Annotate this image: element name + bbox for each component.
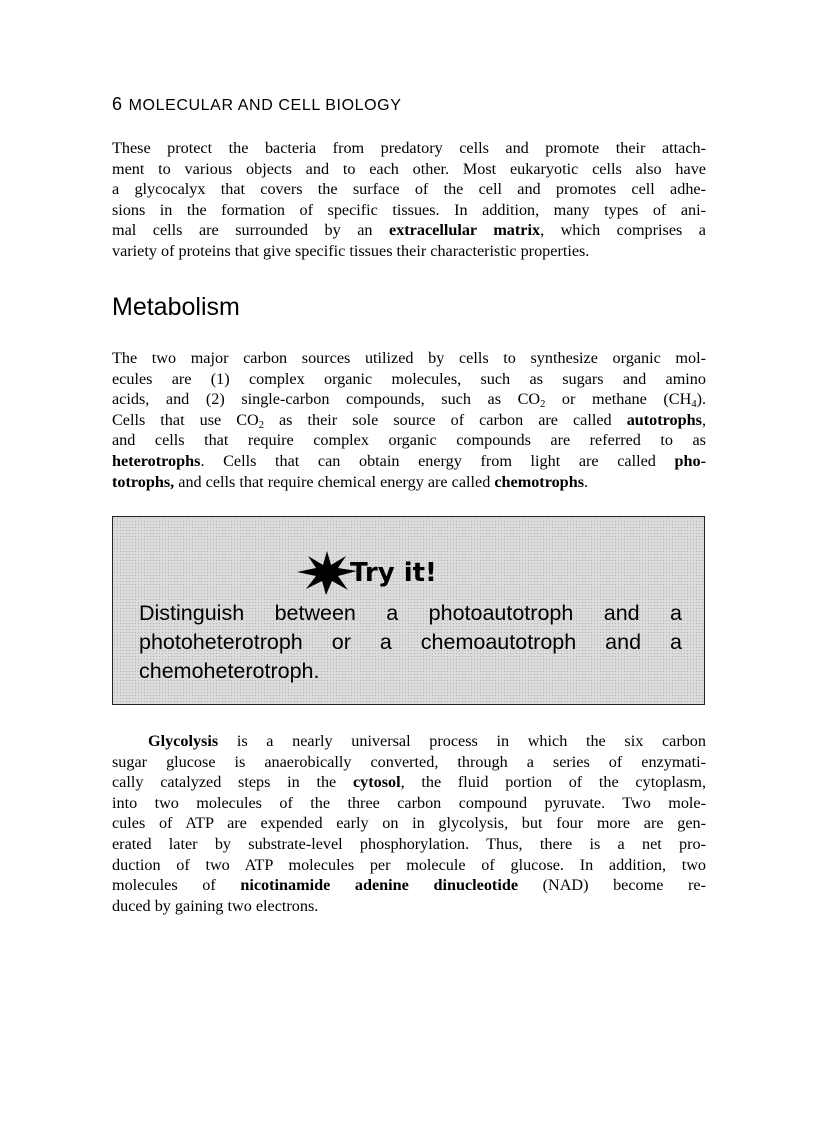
running-head [112, 94, 402, 115]
text-line: duction of two ATP molecules per molecule of glucose. In addition, two [112, 855, 706, 874]
term-cytosol: cytosol [352, 773, 401, 792]
text-line: sions in the formation of specific tissues. In addition, many types of ani- [112, 200, 706, 219]
text-line [112, 731, 706, 752]
glycolysis-paragraph [112, 731, 706, 916]
running-title: MOLECULAR AND CELL BIOLOGY [128, 97, 402, 114]
try-it-label: Try it! [350, 558, 437, 588]
text-run: (NAD) become re- [518, 876, 706, 895]
text-run: . [584, 472, 589, 491]
text-line: ecules are (1) complex organic molecules, such as sugars and amino [112, 369, 706, 388]
text-run: . Cells that can obtain energy from light are called [200, 451, 675, 470]
text-line: chemoheterotroph. [139, 659, 320, 683]
metabolism-paragraph [112, 348, 706, 492]
text-line [112, 772, 706, 793]
text-line: erated later by substrate-level phosphorylation. Thus, there is a net pro- [112, 834, 706, 853]
text-run: mal cells are surrounded by an [112, 221, 390, 240]
text-line: Distinguish between a photoautotroph and a [139, 601, 682, 625]
text-run: is a nearly universal process in which the six carbon [218, 732, 706, 750]
subscript: 2 [540, 399, 546, 411]
text-line [112, 451, 706, 472]
text-line: ment to various objects and to each other. Most eukaryotic cells also have [112, 159, 706, 178]
try-it-prompt [139, 599, 682, 686]
text-line: These protect the bacteria from predatory cells and promote their attach- [112, 139, 706, 157]
text-line: sugar glucose is anaerobically converted, through a series of enzymati- [112, 752, 706, 771]
section-heading: Metabolism [112, 293, 240, 321]
subscript: 2 [258, 419, 264, 431]
text-line [112, 389, 706, 410]
term-nad: nicotinamide adenine dinucleotide [240, 876, 519, 895]
term-glycolysis: Glycolysis [148, 732, 219, 750]
starburst-icon [296, 550, 358, 596]
text-run: , the fluid portion of the cytoplasm, [400, 773, 707, 792]
text-run: as their sole source of carbon are called [263, 410, 627, 429]
text-line: and cells that require complex organic compounds are referred to as [112, 431, 706, 450]
text-run: cally catalyzed steps in the [112, 773, 353, 792]
text-line: duced by gaining two electrons. [112, 896, 319, 915]
page-number: 6 [112, 94, 123, 114]
text-run: Cells that use CO [112, 410, 259, 429]
try-it-box [112, 516, 705, 705]
text-line: variety of proteins that give specific tissues their characteristic properties. [112, 241, 590, 260]
text-run: molecules of [112, 876, 241, 895]
text-run: acids, and (2) single-carbon compounds, such as CO [112, 390, 541, 409]
text-run: or methane (CH [545, 390, 692, 409]
term-chemotrophs: chemotrophs [494, 472, 584, 491]
intro-paragraph [112, 138, 706, 262]
text-run: ). [696, 390, 706, 409]
subscript: 4 [691, 399, 697, 411]
text-line [112, 875, 706, 896]
text-run: , which comprises a [540, 221, 706, 240]
term-phototrophs-part1: pho- [674, 451, 706, 470]
text-line [112, 220, 706, 241]
text-line [112, 410, 706, 431]
text-line: photoheterotroph or a chemoautotroph and a [139, 630, 682, 654]
term-heterotrophs: heterotrophs [112, 451, 201, 470]
term-extracellular-matrix: extracellular matrix [389, 221, 541, 240]
try-it-title [296, 550, 437, 596]
text-line: The two major carbon sources utilized by cells to synthesize organic mol- [112, 349, 706, 367]
text-line [112, 472, 706, 493]
text-line: cules of ATP are expended early on in glycolysis, but four more are gen- [112, 814, 706, 833]
text-run: , [701, 410, 706, 429]
text-line: into two molecules of the three carbon compound pyruvate. Two mole- [112, 793, 706, 812]
term-phototrophs-part2: totrophs, [112, 472, 175, 491]
term-autotrophs: autotrophs [626, 410, 702, 429]
text-line: a glycocalyx that covers the surface of the cell and promotes cell adhe- [112, 180, 706, 199]
text-run: and cells that require chemical energy are called [174, 472, 495, 491]
